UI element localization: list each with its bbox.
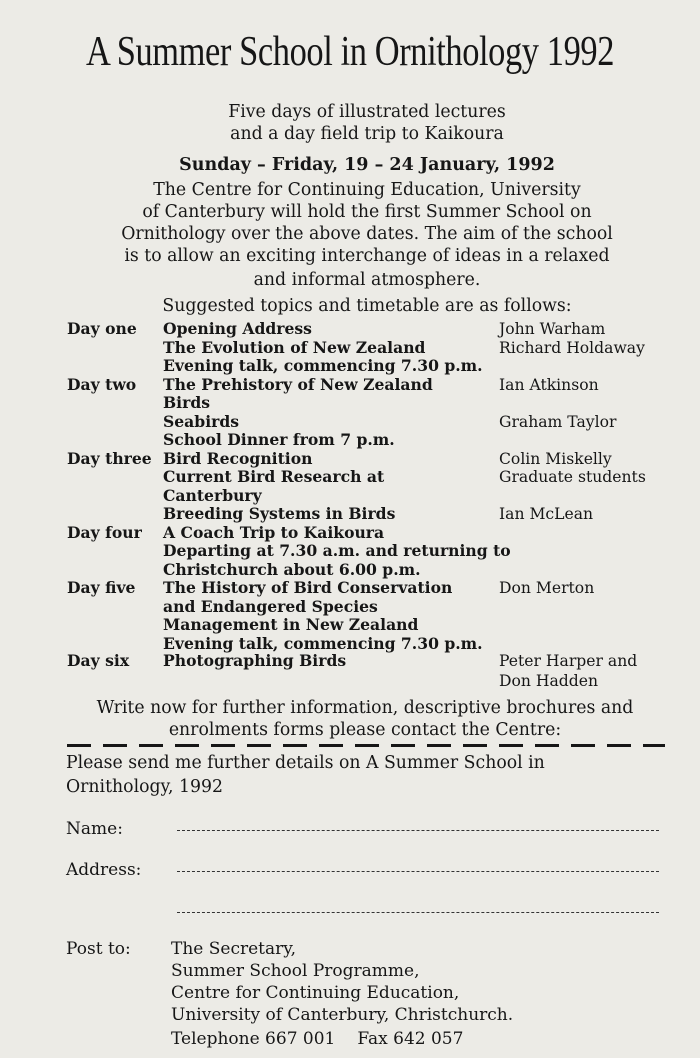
fax: Fax 642 057 [357,1029,464,1049]
timetable-row [0,524,700,542]
timetable-topic: School Dinner from 7 p.m. [163,430,395,449]
timetable-day: Day six [67,651,130,670]
timetable-topic: The Evolution of New Zealand [163,337,426,357]
timetable-row [0,598,700,616]
timetable-topic: Seabirds [163,411,240,431]
timetable-speaker: Richard Holdaway [499,338,645,357]
timetable-row [0,542,700,560]
intro-line: and informal atmosphere. [253,270,481,290]
timetable-row [0,468,700,486]
timetable-row [0,616,700,634]
request-line: Ornithology, 1992 [66,777,223,797]
address-field-line-1[interactable] [177,871,659,872]
timetable-row [0,320,700,338]
subtitle-line: Five days of illustrated lectures [228,102,506,122]
topics-intro: Suggested topics and timetable are as follows: [162,296,572,316]
timetable-day: Day five [67,578,136,597]
timetable-day: Day two [67,374,137,394]
timetable-topic: Departing at 7.30 a.m. and returning to [163,541,511,560]
timetable-speaker: Graham Taylor [499,412,617,431]
timetable-row [0,505,700,523]
address-field-line-2[interactable] [177,912,659,913]
timetable-topic: Canterbury [163,485,262,505]
timetable-topic: Christchurch about 6.00 p.m. [163,559,421,579]
post-address-line: University of Canterbury, Christchurch. [171,1005,514,1025]
request-text [66,751,545,799]
timetable-row [0,579,700,597]
timetable-topic: Birds [163,393,211,412]
timetable-topic: The History of Bird Conservation [163,578,453,597]
timetable-topic: Photographing Birds [163,651,347,670]
timetable-topic: Management in New Zealand [163,615,419,634]
timetable-speaker: Graduate students [499,468,646,486]
timetable-topic: Evening talk, commencing 7.30 p.m. [163,633,483,653]
timetable-topic: Bird Recognition [163,448,313,468]
timetable-topic: and Endangered Species [163,596,378,616]
timetable-topic: Evening talk, commencing 7.30 p.m. [163,356,483,375]
timetable-row [0,672,700,690]
timetable-topic: A Coach Trip to Kaikoura [163,522,385,542]
timetable-speaker: Don Merton [499,579,595,597]
timetable-speaker: John Warham [499,320,606,338]
timetable-row [0,487,700,505]
timetable-row [0,394,700,412]
timetable-day: Day four [67,522,142,542]
timetable-row [0,357,700,375]
timetable-row [0,450,700,468]
timetable-day: Day one [67,319,137,338]
timetable-speaker: Peter Harper and [499,652,638,670]
post-to-label: Post to: [66,939,131,959]
name-label: Name: [66,819,123,839]
post-address-line: Summer School Programme, [171,961,420,981]
contact-line: enrolments forms please contact the Centre: [168,720,562,740]
timetable-row [0,376,700,394]
timetable-row [0,413,700,431]
timetable-row [0,339,700,357]
intro-line: Ornithology over the above dates. The aim of the school [121,224,613,244]
contact-paragraph [0,697,700,741]
timetable-row [0,431,700,449]
post-address-line: The Secretary, [171,939,297,959]
timetable-speaker: Ian McLean [499,505,594,523]
post-address-line: Centre for Continuing Education, [171,983,460,1003]
page-title: A Summer School in Ornithology 1992 [85,29,615,75]
intro-line: is to allow an exciting interchange of ideas in a relaxed [124,246,610,266]
contact-line: Write now for further information, descriptive brochures and [96,698,634,718]
phone-fax-line [171,1028,513,1050]
intro-paragraph [0,179,700,291]
timetable-speaker: Ian Atkinson [499,375,599,394]
address-label: Address: [66,860,142,880]
timetable-topic: Opening Address [163,319,312,338]
timetable-row [0,561,700,579]
timetable-topic: Current Bird Research at [163,467,385,486]
timetable-topic: Breeding Systems in Birds [163,504,396,523]
post-address [171,938,513,1050]
timetable-speaker: Colin Miskelly [499,449,612,468]
telephone: Telephone 667 001 [171,1029,336,1049]
timetable-row [0,635,700,653]
name-field[interactable] [177,830,659,831]
request-line: Please send me further details on A Summer School in [66,753,545,773]
timetable-topic: The Prehistory of New Zealand [163,374,433,394]
cut-line [67,744,665,747]
subtitle-line: and a day field trip to Kaikoura [230,124,504,144]
timetable-speaker: Don Hadden [499,672,599,690]
event-dates: Sunday – Friday, 19 – 24 January, 1992 [179,155,555,175]
subtitle [0,101,700,145]
intro-line: The Centre for Continuing Education, University [153,180,581,200]
intro-line: of Canterbury will hold the first Summer School on [142,202,592,222]
timetable-row [0,652,700,670]
timetable-day: Day three [67,448,152,468]
